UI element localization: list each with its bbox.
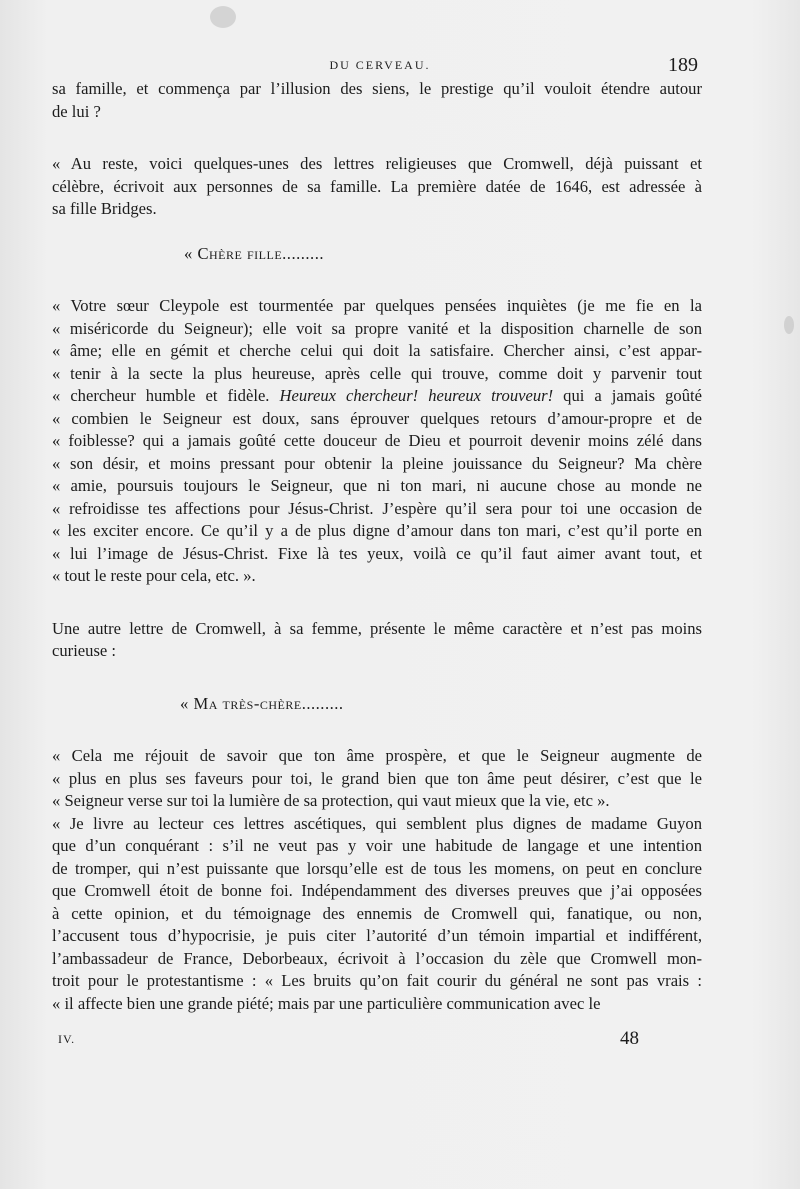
text-line: Une autre lettre de Cromwell, à sa femme, présente le même caractère et n’est pas moins: [52, 618, 702, 638]
text-line: sa fille Bridges.: [52, 199, 157, 218]
paragraph: [52, 295, 702, 588]
text-line: sa famille, et commença par l’illusion des siens, le prestige qu’il vouloit étendre autour: [52, 79, 702, 98]
text-line: curieuse :: [52, 641, 117, 660]
paragraph-spacer: [52, 123, 702, 153]
text-line: « chercheur humble et fidèle. Heureux chercheur! heureux trouveur! qui a jamais goûté: [52, 386, 702, 405]
letter-salutation: [52, 243, 702, 266]
paragraph: [52, 813, 702, 1016]
text-line: « âme; elle en gémit et cherche celui qui doit la satisfaire. Chercher ainsi, c’est appar-: [52, 341, 702, 360]
text-line: « Chère fille.........: [184, 243, 324, 263]
paragraph-spacer: [52, 588, 702, 618]
text-line: « son désir, et moins pressant pour obtenir la pleine jouissance du Seigneur? Ma chère: [52, 453, 702, 473]
page-footer: [58, 1028, 688, 1052]
paragraph-spacer: [52, 663, 702, 693]
running-head: DU CERVEAU.: [329, 58, 431, 72]
text-line: « lui l’image de Jésus-Christ. Fixe là tes yeux, voilà ce qu’il faut aimer avant tout, et: [52, 543, 702, 563]
letter-salutation: [52, 693, 702, 716]
paper-blemish: [210, 6, 236, 28]
text-line: l’accusent tous d’hypocrisie, je puis citer l’autorité d’un témoin impartial et indifférent,: [52, 926, 702, 945]
paper-blemish: [784, 316, 794, 334]
text-line: « Au reste, voici quelques-unes des lettres religieuses que Cromwell, déjà puissant et: [52, 154, 702, 173]
text-line: « Je livre au lecteur ces lettres ascétiques, qui semblent plus dignes de madame Guyon: [52, 813, 702, 833]
text-line: de lui ?: [52, 101, 101, 121]
text-line: « tenir à la secte la plus heureuse, après celle qui trouve, comme doit y parvenir tout: [52, 363, 702, 383]
text-line: « Ma très-chère.........: [180, 693, 344, 713]
paragraph: [52, 153, 702, 221]
paragraph-spacer: [52, 265, 702, 295]
text-line: que d’un conquérant : s’il ne veut pas y voir une habitude de langage et une intention: [52, 836, 702, 855]
paragraph-spacer: [52, 221, 702, 243]
paragraph-spacer: [52, 715, 702, 745]
signature-mark: IV.: [58, 1032, 76, 1046]
paragraph: [52, 78, 702, 123]
page-number: 189: [668, 54, 698, 76]
paragraph: [52, 745, 702, 813]
text-line: « tout le reste pour cela, etc. ».: [52, 566, 256, 585]
text-line: « Seigneur verse sur toi la lumière de sa protection, qui vaut mieux que la vie, etc ».: [52, 791, 610, 810]
text-line: célèbre, écrivoit aux personnes de sa famille. La première datée de 1646, est adressée à: [52, 176, 702, 196]
paragraph: [52, 618, 702, 663]
text-line: que Cromwell étoit de bonne foi. Indépendamment des diverses preuves que j’ai opposées: [52, 881, 702, 900]
text-line: « il affecte bien une grande piété; mais par une particulière communication avec le: [52, 993, 601, 1013]
text-line: l’ambassadeur de France, Deborbeaux, écrivoit à l’occasion du zèle que Cromwell mon-: [52, 948, 702, 968]
text-line: troit pour le protestantisme : « Les bruits qu’on fait courir du général ne sont pas vrais :: [52, 971, 702, 990]
text-line: « Votre sœur Cleypole est tourmentée par quelques pensées inquiètes (je me fie en la: [52, 296, 702, 315]
text-line: « miséricorde du Seigneur); elle voit sa propre vanité et la disposition charnelle de son: [52, 318, 702, 338]
text-line: « foiblesse? qui a jamais goûté cette douceur de Dieu et pourroit devenir moins zélé dans: [52, 431, 702, 450]
text-line: « refroidisse tes affections pour Jésus-Christ. J’espère qu’il sera pour toi une occasion de: [52, 498, 702, 518]
text-line: « amie, poursuis toujours le Seigneur, que ni ton mari, ni aucune chose au monde ne: [52, 476, 702, 495]
sheet-number: 48: [620, 1028, 639, 1049]
text-line: « plus en plus ses faveurs pour toi, le grand bien que ton âme peut désirer, c’est que le: [52, 768, 702, 788]
text-line: « les exciter encore. Ce qu’il y a de plus digne d’amour dans ton mari, c’est qu’il porte en: [52, 521, 702, 540]
text-line: « Cela me réjouit de savoir que ton âme prospère, et que le Seigneur augmente de: [52, 746, 702, 765]
text-line: de tromper, qui n’est puissante que lorsqu’elle est de tous les momens, on peut en conclure: [52, 858, 702, 878]
text-line: à cette opinion, et du témoignage des ennemis de Cromwell qui, fanatique, ou non,: [52, 903, 702, 923]
text-line: « combien le Seigneur est doux, sans éprouver quelques retours d’amour-propre et de: [52, 408, 702, 428]
page-body: [52, 78, 702, 1015]
